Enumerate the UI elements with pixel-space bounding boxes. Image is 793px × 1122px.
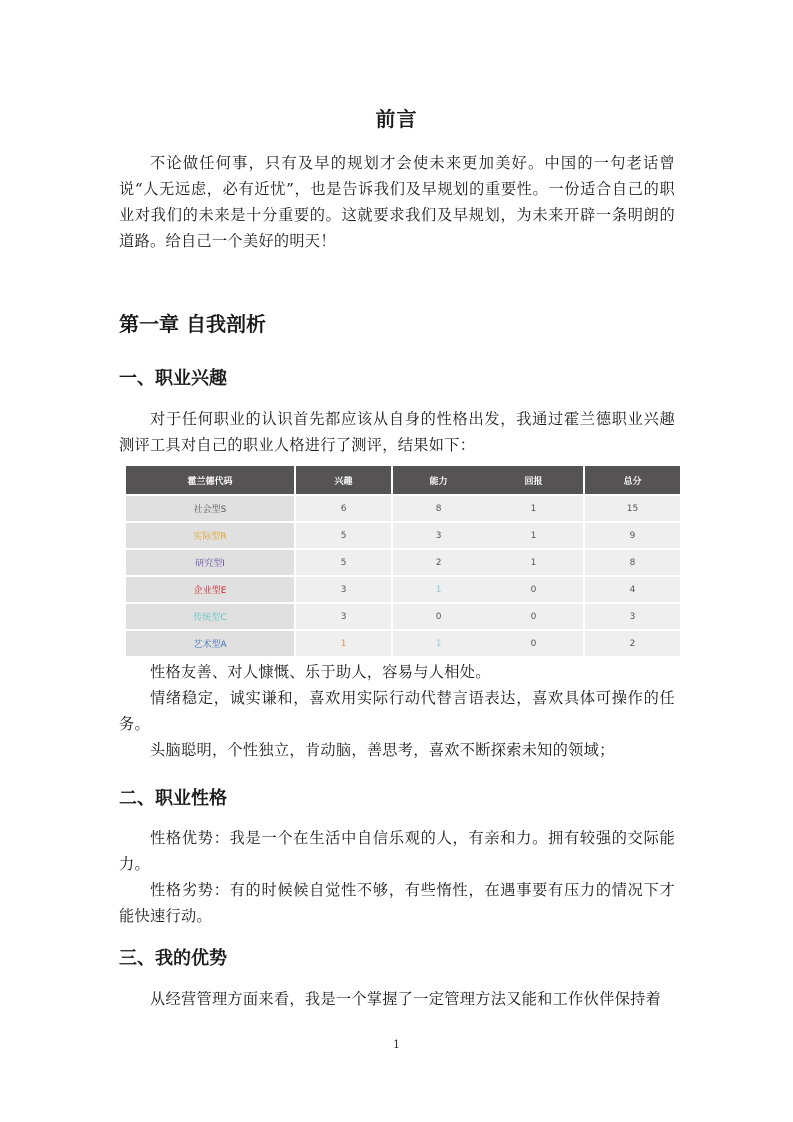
interest-intro: 对于任何职业的认识首先都应该从自身的性格出发，我通过霍兰德职业兴趣测评工具对自己的职业人格进行了测评，结果如下： — [119, 410, 675, 454]
preface-title: 前言 — [375, 107, 418, 131]
cell-ability: 2 — [392, 549, 484, 576]
header-total: 总分 — [584, 466, 680, 495]
table-row — [126, 603, 680, 630]
section-title-advantages: 三、我的优势 — [119, 948, 227, 969]
header-interest: 兴趣 — [295, 466, 392, 495]
cell-reward: 1 — [484, 522, 584, 549]
table-row — [126, 495, 680, 522]
header-code: 霍兰德代码 — [126, 466, 295, 495]
table-row — [126, 576, 680, 603]
cell-total: 8 — [584, 549, 680, 576]
cell-reward: 1 — [484, 495, 584, 522]
table-row — [126, 630, 680, 656]
cell-reward: 1 — [484, 549, 584, 576]
cell-interest: 3 — [295, 603, 392, 630]
cell-reward: 0 — [484, 603, 584, 630]
page-number: 1 — [393, 1038, 400, 1051]
cell-ability: 3 — [392, 522, 484, 549]
cell-interest: 1 — [295, 630, 392, 656]
cell-reward: 0 — [484, 576, 584, 603]
cell-total: 15 — [584, 495, 680, 522]
holland-table — [126, 466, 680, 656]
cell-code: 企业型E — [126, 576, 295, 603]
cell-ability: 0 — [392, 603, 484, 630]
cell-code: 研究型I — [126, 549, 295, 576]
cell-ability: 8 — [392, 495, 484, 522]
interest-note-2: 情绪稳定，诚实谦和，喜欢用实际行动代替言语表达，喜欢具体可操作的任务。 — [119, 689, 675, 733]
table-header-row — [126, 466, 680, 495]
section-title-interest: 一、职业兴趣 — [119, 368, 227, 389]
cell-reward: 0 — [484, 630, 584, 656]
cell-total: 9 — [584, 522, 680, 549]
cell-interest: 3 — [295, 576, 392, 603]
cell-interest: 5 — [295, 549, 392, 576]
interest-note-1: 性格友善、对人慷慨、乐于助人，容易与人相处。 — [150, 663, 491, 681]
cell-total: 3 — [584, 603, 680, 630]
cell-total: 2 — [584, 630, 680, 656]
table-row — [126, 522, 680, 549]
personality-strength: 性格优势：我是一个在生活中自信乐观的人，有亲和力。拥有较强的交际能力。 — [119, 829, 675, 873]
cell-code: 艺术型A — [126, 630, 295, 656]
cell-code: 实际型R — [126, 522, 295, 549]
cell-interest: 6 — [295, 495, 392, 522]
cell-interest: 5 — [295, 522, 392, 549]
cell-total: 4 — [584, 576, 680, 603]
cell-ability: 1 — [392, 630, 484, 656]
personality-weakness: 性格劣势：有的时候候自觉性不够，有些惰性，在遇事要有压力的情况下才能快速行动。 — [119, 881, 675, 925]
cell-ability: 1 — [392, 576, 484, 603]
preface-paragraph: 不论做任何事，只有及早的规划才会使未来更加美好。中国的一句老话曾说“人无远虑，必有近忧”，也是告诉我们及早规划的重要性。一份适合自己的职业对我们的未来是十分重要的。这就要求我们及早规划，为未来开辟一条明朗的道路。给自己一个美好的明天！ — [119, 154, 675, 250]
chapter-title: 第一章 自我剖析 — [119, 312, 266, 336]
table-row — [126, 549, 680, 576]
header-ability: 能力 — [392, 466, 484, 495]
cell-code: 社会型S — [126, 495, 295, 522]
interest-note-3: 头脑聪明，个性独立，肯动脑，善思考，喜欢不断探索未知的领域； — [150, 741, 615, 759]
advantages-paragraph: 从经营管理方面来看，我是一个掌握了一定管理方法又能和工作伙伴保持着 — [150, 990, 662, 1008]
cell-code: 传统型C — [126, 603, 295, 630]
section-title-personality: 二、职业性格 — [119, 788, 227, 809]
header-reward: 回报 — [484, 466, 584, 495]
